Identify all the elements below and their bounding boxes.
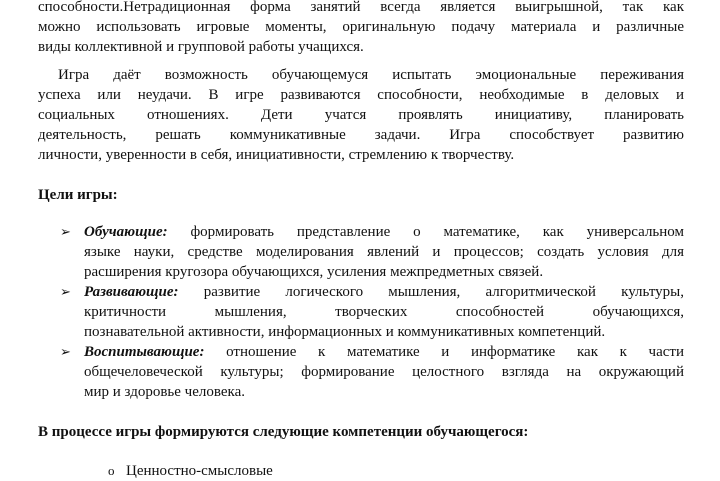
- text-line: можно использовать игровые моменты, оригинальную подачу материала и различные: [38, 19, 684, 35]
- text-line: деятельность, решать коммуникативные задачи. Игра способствует развитию: [38, 127, 684, 143]
- text-line: мир и здоровье человека.: [84, 384, 245, 400]
- goal-item-teaching: [62, 222, 684, 282]
- goal-item-educating: [62, 342, 684, 402]
- competence-item: [108, 461, 273, 481]
- text-line: личности, уверенности в себя, инициативности, стремлению к творчеству.: [38, 147, 515, 163]
- goal-label: Обучающие:: [84, 224, 168, 240]
- goal-item-developing: [62, 282, 684, 342]
- text-line: развитие логического мышления, алгоритмической культуры,: [203, 284, 685, 300]
- competence-heading: В процессе игры формируются следующие компетенции обучающегося:: [38, 424, 529, 440]
- competence-text: Ценностно-смысловые: [126, 463, 273, 479]
- paragraph-intro-tail: [38, 0, 684, 57]
- goal-label: Развивающие:: [84, 284, 179, 300]
- text-line: социальных отношениях. Дети учатся проявлять инициативу, планировать: [38, 107, 684, 123]
- text-line: успеха или неудачи. В игре развиваются способности, необходимые в деловых и: [38, 87, 684, 103]
- text-line: расширения кругозора обучающихся, усиления межпредметных связей.: [84, 264, 544, 280]
- text-line: способности.Нетрадиционная форма занятий всегда является выигрышной, так как: [38, 0, 684, 15]
- arrow-bullet-icon: ➢: [60, 284, 71, 299]
- arrow-bullet-icon: ➢: [60, 344, 71, 359]
- text-line: общечеловеческой культуры; формирование целостного взгляда на окружающий: [84, 364, 684, 380]
- text-line: отношение к математике и информатике как к части: [226, 344, 684, 360]
- goal-label: Воспитывающие:: [84, 344, 205, 360]
- goals-heading: Цели игры:: [38, 187, 118, 203]
- text-line: формировать представление о математике, как универсальном: [190, 224, 684, 240]
- circle-bullet-icon: o: [108, 463, 115, 478]
- text-line: виды коллективной и групповой работы учащихся.: [38, 39, 364, 55]
- text-line: языке науки, средстве моделирования явлений и процессов; создать условия для: [84, 244, 684, 260]
- paragraph-game: [38, 65, 684, 165]
- text-line: критичности мышления, творческих способностей обучающихся,: [84, 304, 684, 320]
- arrow-bullet-icon: ➢: [60, 224, 71, 239]
- text-line: Игра даёт возможность обучающемуся испытать эмоциональные переживания: [58, 67, 684, 83]
- text-line: познавательной активности, информационных и коммуникативных компетенций.: [84, 324, 606, 340]
